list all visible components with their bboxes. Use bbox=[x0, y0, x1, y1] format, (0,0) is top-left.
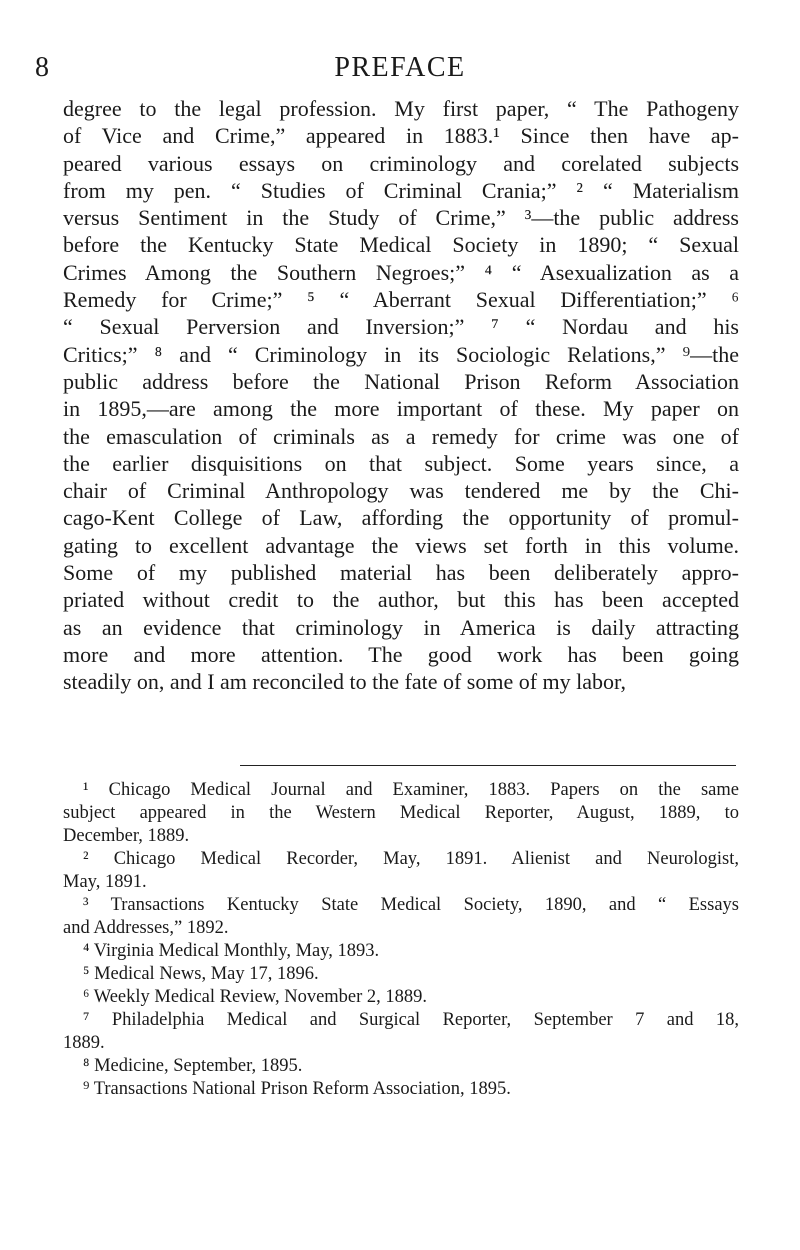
footnote-line: May, 1891. bbox=[63, 872, 147, 892]
body-line: versus Sentiment in the Study of Crime,” ³—the public address bbox=[63, 205, 739, 231]
footnote-line: ⁷ Philadelphia Medical and Surgical Reporter, September 7 and 18, bbox=[83, 1010, 739, 1030]
body-line: more and more attention. The good work has been going bbox=[63, 641, 739, 667]
footnote-line: subject appeared in the Western Medical Reporter, August, 1889, to bbox=[63, 803, 739, 823]
footnote-line: ¹ Chicago Medical Journal and Examiner, 1883. Papers on the same bbox=[83, 780, 739, 800]
footnotes bbox=[63, 779, 739, 1101]
body-line: peared various essays on criminology and corelated subjects bbox=[63, 150, 739, 176]
body-line: Some of my published material has been deliberately appro- bbox=[63, 560, 739, 586]
body-line: in 1895,—are among the more important of these. My paper on bbox=[63, 396, 739, 422]
footnote-line: December, 1889. bbox=[63, 826, 190, 846]
footnote-line: and Addresses,” 1892. bbox=[63, 918, 229, 938]
footnote-line: ⁵ Medical News, May 17, 1896. bbox=[83, 964, 319, 984]
body-text bbox=[63, 95, 739, 696]
body-line: steadily on, and I am reconciled to the fate of some of my labor, bbox=[63, 669, 626, 695]
body-line: Critics;” ⁸ and “ Criminology in its Sociologic Relations,” ⁹—the bbox=[63, 341, 739, 367]
body-line: the earlier disquisitions on that subject. Some years since, a bbox=[63, 450, 739, 476]
footnote-line: ² Chicago Medical Recorder, May, 1891. Alienist and Neurologist, bbox=[83, 849, 739, 869]
footnote-line: ⁴ Virginia Medical Monthly, May, 1893. bbox=[83, 941, 380, 961]
body-line: from my pen. “ Studies of Criminal Crania;” ² “ Materialism bbox=[63, 177, 739, 203]
body-line: of Vice and Crime,” appeared in 1883.¹ Since then have ap- bbox=[63, 123, 739, 149]
body-line: public address before the National Prison Reform Association bbox=[63, 368, 739, 394]
body-line: degree to the legal profession. My first paper, “ The Pathogeny bbox=[63, 96, 739, 121]
body-line: chair of Criminal Anthropology was tendered me by the Chi- bbox=[63, 478, 739, 504]
body-line: gating to excellent advantage the views set forth in this volume. bbox=[63, 532, 739, 558]
body-line: Remedy for Crime;” ⁵ “ Aberrant Sexual Differentiation;” ⁶ bbox=[63, 287, 739, 313]
footnote-line: 1889. bbox=[63, 1033, 105, 1053]
body-line: as an evidence that criminology in America is daily attracting bbox=[63, 614, 739, 640]
body-line: “ Sexual Perversion and Inversion;” ⁷ “ Nordau and his bbox=[63, 314, 739, 340]
footnote-line: ³ Transactions Kentucky State Medical Society, 1890, and “ Essays bbox=[83, 895, 739, 915]
footnote-line: ⁸ Medicine, September, 1895. bbox=[83, 1056, 303, 1076]
footnote-line: ⁹ Transactions National Prison Reform Association, 1895. bbox=[83, 1079, 511, 1099]
body-line: cago-Kent College of Law, affording the opportunity of promul- bbox=[63, 505, 739, 531]
footnote-line: ⁶ Weekly Medical Review, November 2, 1889. bbox=[83, 987, 428, 1007]
body-line: the emasculation of criminals as a remedy for crime was one of bbox=[63, 423, 739, 449]
body-line: Crimes Among the Southern Negroes;” ⁴ “ Asexualization as a bbox=[63, 259, 739, 285]
page-number: 8 bbox=[35, 52, 49, 83]
footnote-divider bbox=[240, 765, 736, 766]
body-line: before the Kentucky State Medical Society in 1890; “ Sexual bbox=[63, 232, 739, 258]
body-line: priated without credit to the author, but this has been accepted bbox=[63, 587, 739, 613]
running-title: PREFACE bbox=[334, 52, 466, 83]
